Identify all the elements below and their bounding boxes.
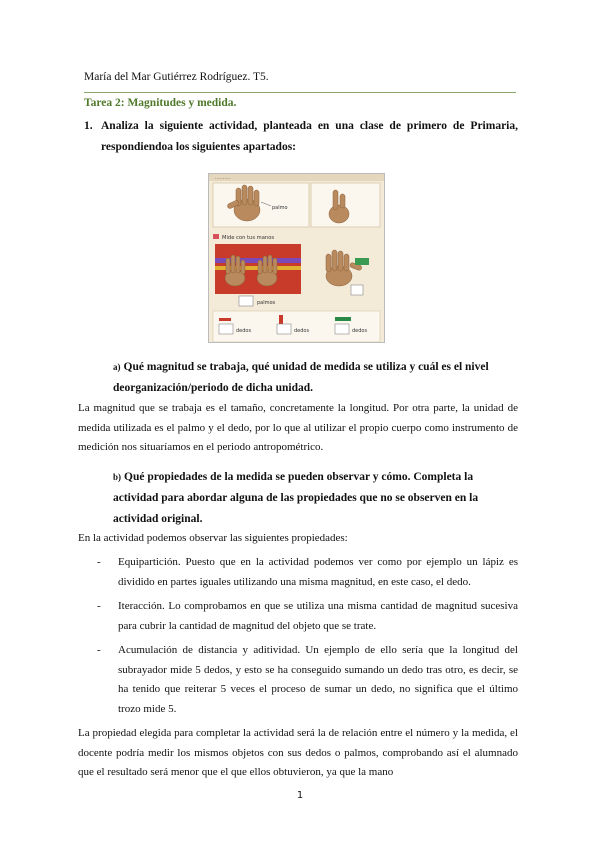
bullet-text: Acumulación de distancia y aditividad. Un ejemplo de ello sería que la longitud del subrayador mide 5 dedos, y esto se ha conseguido sumando un dedo tras otro, es decir, se ha tenido que reiterar 5 veces el proceso de sumar un dedo, no significa que el último trozo mide 5. xyxy=(118,644,518,715)
question-1-text: Analiza la siguiente actividad, planteada en una clase de primero de Primaria, respondiendoa los siguientes apartados: xyxy=(101,120,518,153)
question-1-number: 1. xyxy=(84,120,93,132)
page-number: 1 xyxy=(296,790,304,801)
task-title: Tarea 2: Magnitudes y medida. xyxy=(84,97,237,109)
conclusion-paragraph: La propiedad elegida para completar la actividad será la de relación entre el número y la medida, el docente podría medir los mismos objetos con sus dedos o palmos, comprobando así el alumnado que el resultado será menor que el que ellos obtuvieron, ya que la mano xyxy=(78,727,518,778)
dedos-label-3: dedos xyxy=(352,328,368,334)
figure-top-label: ·········· xyxy=(215,176,231,182)
list-item xyxy=(97,641,518,719)
part-b-question xyxy=(113,467,518,530)
bullet-text: Iteracción. Lo comprobamos en que se utiliza una misma cantidad de magnitud sucesiva para cubrir la cantidad de magnitud del objeto que se trate. xyxy=(118,600,518,632)
bullet-dash: - xyxy=(97,600,101,612)
header-divider xyxy=(84,92,516,93)
bullet-dash: - xyxy=(97,556,101,568)
part-b-label: b) xyxy=(113,472,122,482)
part-b-intro: En la actividad podemos observar las siguientes propiedades: xyxy=(78,532,348,544)
author-line: María del Mar Gutiérrez Rodríguez. T5. xyxy=(84,71,269,83)
dedos-label-2: dedos xyxy=(294,328,310,334)
list-item xyxy=(97,597,518,636)
part-a-question-text: Qué magnitud se trabaja, qué unidad de medida se utiliza y cuál es el nivel deorganización/periodo de dicha unidad. xyxy=(113,361,489,394)
section-label: Mide con tus manos xyxy=(222,235,275,241)
activity-illustration xyxy=(209,174,384,342)
palmo-label: palmo xyxy=(272,205,288,211)
question-1 xyxy=(84,116,518,158)
bullet-dash: - xyxy=(97,644,101,656)
part-a-label: a) xyxy=(113,362,121,372)
dedos-label-1: dedos xyxy=(236,328,252,334)
part-a-answer: La magnitud que se trabaja es el tamaño, concretamente la longitud. Por otra parte, la unidad de medida utilizada es el palmo y el dedo, por lo que al utilizar el propio cuerpo como instrumento de medición nos situaríamos en el periodo antropométrico. xyxy=(78,402,518,453)
list-item xyxy=(97,553,518,592)
part-a-question xyxy=(113,357,518,399)
part-b-question-text: Qué propiedades de la medida se pueden observar y cómo. Completa la actividad para abordar alguna de las propiedades que no se observen en la actividad original. xyxy=(113,471,479,525)
palmos-box-label: palmos xyxy=(257,300,276,306)
bullet-text: Equipartición. Puesto que en la actividad podemos ver como por ejemplo un lápiz es dividido en partes iguales utilizando una misma magnitud, en este caso, el dedo. xyxy=(118,556,518,588)
activity-figure xyxy=(208,173,385,343)
